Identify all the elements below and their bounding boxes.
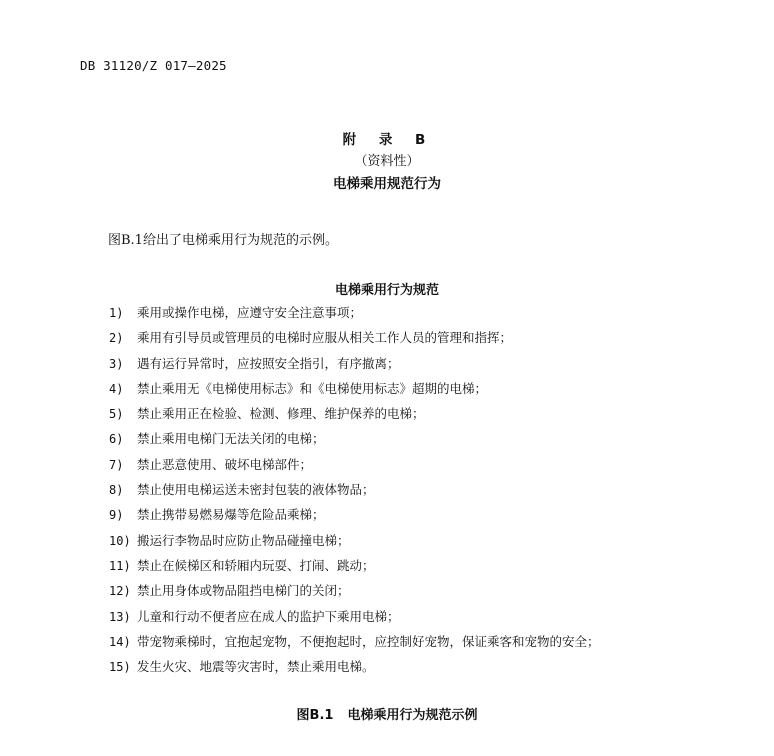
rule-number: 8) (109, 483, 124, 498)
rules-box-title: 电梯乘用行为规范 (334, 283, 439, 298)
rule-number: 9) (109, 508, 124, 523)
rule-number: 15) (109, 660, 131, 675)
appendix-nature: （资料性） (354, 154, 420, 169)
document-code: DB 31120/Z 017—2025 (80, 58, 227, 73)
list-item (109, 532, 600, 557)
figure-caption-text: 电梯乘用行为规范示例 (347, 708, 478, 723)
rule-text: 禁止使用电梯运送未密封包装的液体物品； (137, 482, 375, 498)
rule-text: 禁止乘用正在检验、检测、修理、维护保养的电梯； (137, 406, 425, 422)
rule-number: 4) (109, 381, 124, 396)
list-item (109, 633, 600, 658)
rule-number: 6) (109, 432, 124, 447)
rule-number: 10) (109, 533, 131, 548)
rule-number: 14) (109, 634, 131, 649)
rule-number: 13) (109, 609, 131, 624)
figure-caption (0, 704, 774, 723)
rule-text: 禁止乘用无《电梯使用标志》和《电梯使用标志》超期的电梯； (137, 380, 488, 396)
list-item (109, 456, 600, 481)
rule-text: 禁止恶意使用、破坏电梯部件； (137, 456, 313, 472)
list-item (109, 430, 600, 455)
appendix-title: 附 录 B (342, 132, 432, 148)
rule-text: 乘用有引导员或管理员的电梯时应服从相关工作人员的管理和指挥； (137, 330, 513, 346)
rule-text: 禁止用身体或物品阻挡电梯门的关闭； (137, 583, 350, 599)
list-item (109, 304, 600, 329)
appendix-heading: 电梯乘用规范行为 (333, 176, 441, 192)
rule-text: 遇有运行异常时，应按照安全指引，有序撤离； (137, 355, 400, 371)
list-item (109, 608, 600, 633)
rule-number: 7) (109, 457, 124, 472)
rule-text: 发生火灾、地震等灾害时，禁止乘用电梯。 (137, 659, 375, 675)
intro-paragraph: 图B.1给出了电梯乘用行为规范的示例。 (108, 233, 338, 248)
list-item (109, 329, 600, 354)
rule-text: 乘用或操作电梯，应遵守安全注意事项； (137, 305, 363, 320)
list-item (109, 481, 600, 506)
rule-number: 2) (109, 331, 124, 346)
rule-number: 11) (109, 558, 131, 573)
list-item (109, 355, 600, 380)
rule-number: 3) (109, 356, 124, 371)
list-item (109, 506, 600, 531)
rule-text: 禁止在候梯区和轿厢内玩耍、打闹、跳动； (137, 557, 375, 573)
list-item (109, 658, 600, 683)
list-item (109, 582, 600, 607)
rule-number: 12) (109, 584, 131, 599)
rule-text: 儿童和行动不便者应在成人的监护下乘用电梯； (137, 608, 400, 624)
rule-text: 禁止携带易燃易爆等危险品乘梯； (137, 507, 325, 523)
rules-list (109, 304, 600, 683)
rule-number: 1) (109, 306, 124, 320)
rule-text: 搬运行李物品时应防止物品碰撞电梯； (137, 532, 350, 548)
list-item (109, 380, 600, 405)
rule-text: 带宠物乘梯时，宜抱起宠物，不便抱起时，应控制好宠物，保证乘客和宠物的安全； (137, 633, 600, 649)
rule-text: 禁止乘用电梯门无法关闭的电梯； (137, 431, 325, 447)
list-item (109, 557, 600, 582)
list-item (109, 405, 600, 430)
rule-number: 5) (109, 407, 124, 422)
figure-label: 图B.1 (296, 708, 334, 723)
